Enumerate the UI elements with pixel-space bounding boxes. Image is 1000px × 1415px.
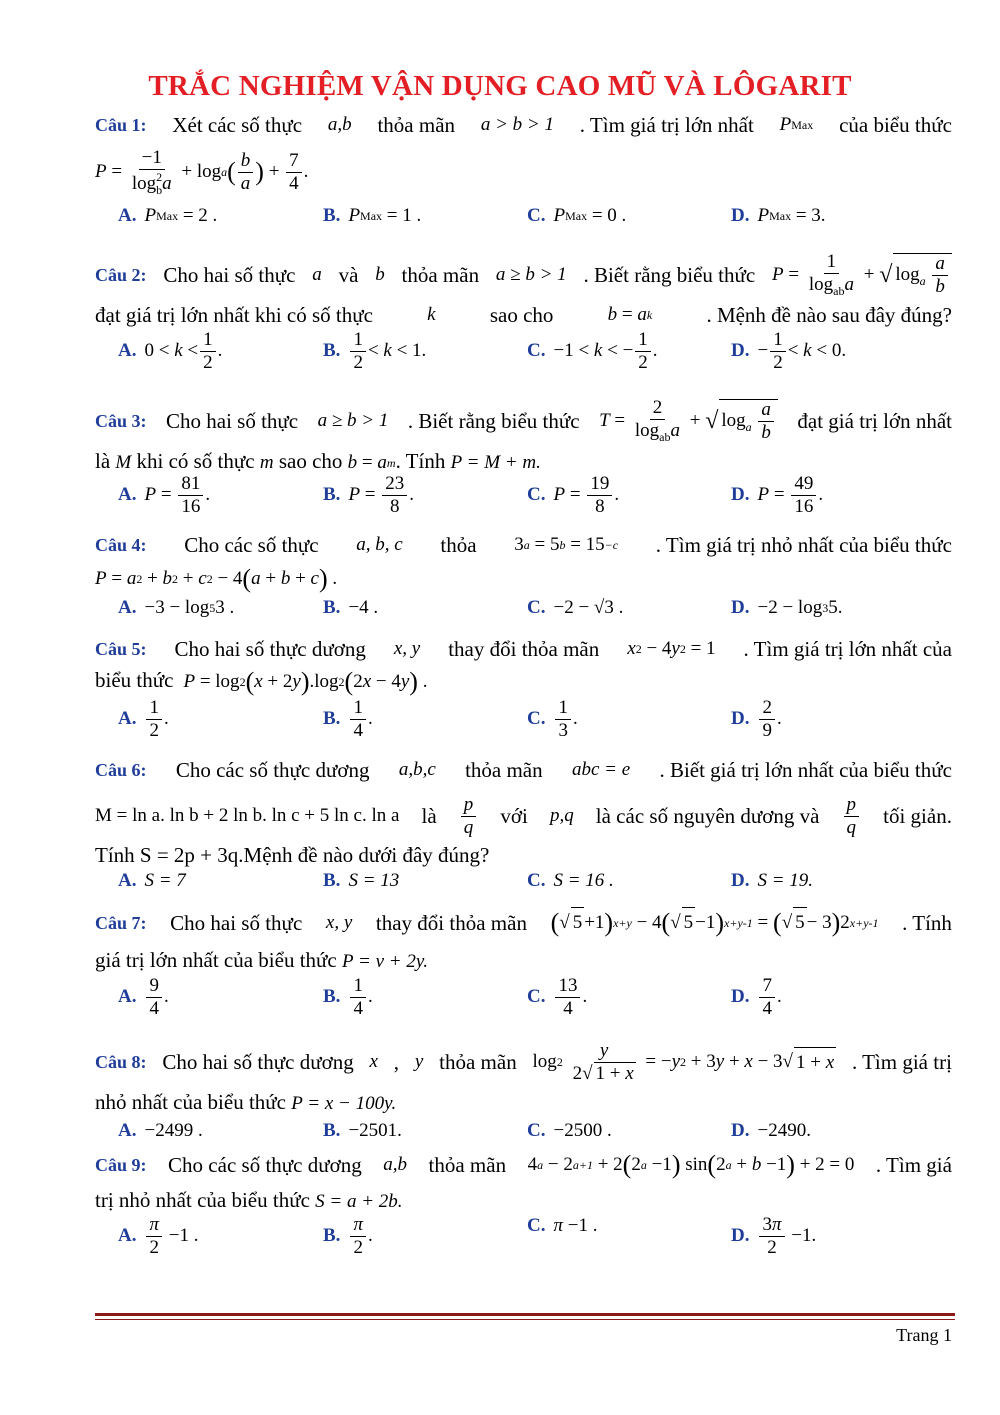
q9-option-a[interactable]: A. $\frac{\pi}{2}$ −1 . xyxy=(118,1214,199,1258)
q6-vars: p,q xyxy=(549,805,574,827)
q5-option-a[interactable]: A. $\frac{1}{2}$ . xyxy=(118,697,169,741)
q2-option-d[interactable]: D. − $\frac{1}{2}$ < k < 0. xyxy=(731,329,847,373)
q6-option-b[interactable]: B. S = 13 xyxy=(323,870,400,891)
question-9-label: Câu 9: xyxy=(95,1155,147,1175)
q2-text: sao cho xyxy=(489,303,554,327)
q3-expression: P = M + m. xyxy=(450,452,541,473)
q6-text: thỏa mãn xyxy=(465,758,543,782)
question-8-label: Câu 8: xyxy=(95,1052,147,1073)
q6-option-c[interactable]: C. S = 16 . xyxy=(527,870,614,891)
question-7-line-1 xyxy=(95,907,952,938)
q6-text: với xyxy=(500,804,528,829)
q8-condition: log 2 $\frac{y}{2√ 1 + x}$ = − y 2 + 3 y + x − 3√ 1 + x xyxy=(532,1040,835,1084)
question-6-line-2 xyxy=(95,795,952,838)
q1-condition: a > b > 1 xyxy=(480,114,554,135)
q1-text: . Tìm giá trị lớn nhất xyxy=(579,113,754,137)
q8-text: . Tìm giá trị xyxy=(851,1050,952,1075)
q1-option-a[interactable]: A. P Max = 2 . xyxy=(118,205,218,226)
q9-option-d[interactable]: D. $\frac{3\pi}{2}$ −1. xyxy=(731,1214,817,1258)
q3-text: . Tính xyxy=(395,449,446,473)
q6-text: . Biết giá trị lớn nhất của biểu thức xyxy=(659,758,952,782)
q7-text: giá trị lớn nhất của biểu thức xyxy=(95,948,337,972)
q4-option-d[interactable]: D. −2 − log 3 5. xyxy=(731,597,843,618)
question-3-line-2 xyxy=(95,446,952,478)
q6-text: Cho các số thực dương xyxy=(175,758,370,782)
q3-var: m xyxy=(259,452,274,473)
question-2-line-2 xyxy=(95,300,952,330)
q8-option-c[interactable]: C. −2500 . xyxy=(527,1120,612,1141)
q9-condition: 4 a − 2 a+1 + 2 ( 2 a −1 ) sin ( 2 a + b −1 ) + 2 = 0 xyxy=(527,1150,855,1179)
q5-text: biểu thức xyxy=(95,668,174,692)
question-2-label: Câu 2: xyxy=(95,264,147,285)
q5-option-c[interactable]: C. $\frac{1}{3}$ . xyxy=(527,697,578,741)
question-3-line-1 xyxy=(95,398,952,444)
q7-option-a[interactable]: A. $\frac{9}{4}$ . xyxy=(118,975,169,1019)
q6-formula: M = ln a. ln b + 2 ln b. ln c + 5 ln c. ln a xyxy=(95,805,400,827)
q1-text: của biểu thức xyxy=(839,113,952,137)
footer-rule-thin xyxy=(95,1319,955,1320)
q7-text: thay đổi thỏa mãn xyxy=(375,910,527,935)
q2-formula: P = $\frac{1}{\log_{ab}a}$ + √ $\log_a$ $\frac{a}{b}$ xyxy=(772,252,952,298)
q3-relation: b = a m xyxy=(347,452,396,473)
q9-option-c[interactable]: C. π −1 . xyxy=(527,1215,598,1236)
q2-condition: a ≥ b > 1 xyxy=(495,263,567,285)
question-3-label: Câu 3: xyxy=(95,410,147,431)
question-6-line-1 xyxy=(95,755,952,785)
q2-var: a xyxy=(312,263,322,285)
q8-option-a[interactable]: A. −2499 . xyxy=(118,1120,203,1141)
q8-expression: P = x − 100y. xyxy=(291,1093,397,1114)
q1-option-c[interactable]: C. P Max = 0 . xyxy=(527,205,627,226)
q7-option-c[interactable]: C. $\frac{13}{4}$ . xyxy=(527,975,588,1019)
q2-text: . Biết rằng biểu thức xyxy=(583,262,756,287)
q3-text: đạt giá trị lớn nhất xyxy=(797,408,952,433)
q5-vars: x, y xyxy=(393,638,421,659)
q3-option-d[interactable]: D. P = $\frac{49}{16}$ . xyxy=(731,473,824,517)
q5-option-d[interactable]: D. $\frac{2}{9}$ . xyxy=(731,697,782,741)
q6-condition: abc = e xyxy=(571,759,631,780)
q2-var: k xyxy=(427,304,436,325)
q4-condition: 3 a = 5 b = 15 −c xyxy=(514,534,619,555)
q8-text: thỏa mãn xyxy=(439,1050,517,1075)
q8-text: nhỏ nhất của biểu thức xyxy=(95,1090,286,1114)
q6-option-a[interactable]: A. S = 7 xyxy=(118,870,186,891)
question-2-line-1 xyxy=(95,252,952,298)
question-6-label: Câu 6: xyxy=(95,760,147,780)
question-8-line-1: Câu 8: Cho hai số thực dương x , y thỏa mãn log 2 $\frac{y}{2√ 1 + x}$ = − y 2 + 3 y + x − 3√ 1 + x . Tìm giá trị xyxy=(95,1040,952,1084)
question-1-line-1 xyxy=(95,110,952,140)
q9-vars: a,b xyxy=(383,1154,407,1175)
q3-text: . Biết rằng biểu thức xyxy=(407,408,580,433)
question-4-line-1 xyxy=(95,530,952,560)
q2-text: và xyxy=(338,262,359,287)
q2-text: đạt giá trị lớn nhất khi có số thực xyxy=(95,303,373,327)
q2-text: . Mệnh đề nào sau đây đúng? xyxy=(706,303,952,327)
q7-text: Cho hai số thực xyxy=(170,910,303,935)
q7-condition: ( √ 5 +1 ) x+y − 4 ( √ 5 −1 ) x+y-1 = ( √ 5 − 3 ) 2 x+y-1 xyxy=(550,907,879,937)
q9-option-b[interactable]: B. $\frac{\pi}{2}$ . xyxy=(323,1214,373,1258)
q1-pmax: P Max xyxy=(779,114,814,135)
q6-text: tối giản. xyxy=(883,804,952,829)
q3-text: khi có số thực xyxy=(136,449,255,473)
question-1-formula xyxy=(95,148,952,197)
q3-var: M xyxy=(115,452,132,473)
q3-text: là xyxy=(95,449,111,473)
q4-formula: P = a 2 + b 2 + c 2 − 4 ( a + b + c ) . xyxy=(95,564,338,593)
q2-text: thỏa mãn xyxy=(401,262,480,287)
page-title: TRẮC NGHIỆM VẬN DỤNG CAO MŨ VÀ LÔGARIT xyxy=(148,70,852,102)
q4-text: Cho các số thực xyxy=(184,533,319,557)
q6-frac-pq: $\frac{p}{q}$ xyxy=(459,795,479,838)
page-number: Trang 1 xyxy=(896,1325,952,1345)
q3-text: Cho hai số thực xyxy=(166,408,299,433)
q1-vars: a,b xyxy=(327,114,352,135)
q8-var: y xyxy=(414,1051,424,1073)
q5-text: Cho hai số thực dương xyxy=(174,637,366,661)
question-9-line-2 xyxy=(95,1185,952,1217)
q2-option-c[interactable]: C. −1 < k < − $\frac{1}{2}$ . xyxy=(527,329,658,373)
q2-relation: b = a k xyxy=(607,304,653,325)
q3-option-b[interactable]: B. P = $\frac{23}{8}$ . xyxy=(323,473,415,517)
q4-vars: a, b, c xyxy=(356,534,403,555)
q5-option-b[interactable]: B. $\frac{1}{4}$ . xyxy=(323,697,373,741)
question-7-line-2 xyxy=(95,945,952,977)
q6-option-d[interactable]: D. S = 19. xyxy=(731,870,814,891)
q3-formula: T = $\frac{2}{\log_{ab}a}$ + √ $\log_a$ $\frac{a}{b}$ xyxy=(599,398,778,444)
q9-expression: S = a + 2b. xyxy=(315,1191,403,1212)
q1-option-b[interactable]: B. P Max = 1 . xyxy=(323,205,422,226)
q4-text: thỏa xyxy=(440,533,477,557)
q8-var: x xyxy=(369,1051,378,1073)
q3-condition: a ≥ b > 1 xyxy=(317,409,389,431)
q7-vars: x, y xyxy=(325,911,353,933)
q3-text: sao cho xyxy=(278,449,343,473)
q3-option-c[interactable]: C. P = $\frac{19}{8}$ . xyxy=(527,473,620,517)
q1-text: Xét các số thực xyxy=(172,113,303,137)
q1-option-d[interactable]: D. P Max = 3. xyxy=(731,205,826,226)
question-5-line-1 xyxy=(95,634,952,664)
question-4-label: Câu 4: xyxy=(95,535,147,555)
question-5-line-2 xyxy=(95,665,952,697)
question-7-label: Câu 7: xyxy=(95,912,147,933)
q6-frac-pq: $\frac{p}{q}$ xyxy=(842,795,862,838)
q1-formula: P = $\frac{-1}{\log_b^2a}$ + log a ( $\frac{b}{a}$ ) + $\frac{7}{4}$ . xyxy=(95,147,309,197)
q9-text: trị nhỏ nhất của biểu thức xyxy=(95,1188,310,1212)
q5-condition: x 2 − 4 y 2 = 1 xyxy=(627,638,716,659)
q8-text: Cho hai số thực dương xyxy=(162,1050,354,1075)
q9-text: thỏa mãn xyxy=(428,1153,507,1177)
question-1-label: Câu 1: xyxy=(95,115,147,135)
q5-text: thay đổi thỏa mãn xyxy=(448,637,600,661)
q7-option-d[interactable]: D. $\frac{7}{4}$ . xyxy=(731,975,782,1019)
q2-option-a[interactable]: A. 0 < k < $\frac{1}{2}$ . xyxy=(118,329,223,373)
q4-option-b[interactable]: B. −4 . xyxy=(323,597,379,618)
q6-text: là xyxy=(421,804,437,829)
q2-text: Cho hai số thực xyxy=(163,262,296,287)
q6-vars: a,b,c xyxy=(398,759,436,780)
q5-formula: P = log 2 ( x + 2 y ) .log 2 ( 2 x − 4 y ) . xyxy=(183,667,428,696)
q4-option-a[interactable]: A. −3 − log 5 3 . xyxy=(118,597,235,618)
q7-option-b[interactable]: B. $\frac{1}{4}$ . xyxy=(323,975,373,1019)
q3-option-a[interactable]: A. P = $\frac{81}{16}$ . xyxy=(118,473,211,517)
q7-expression: P = ν + 2y. xyxy=(342,951,428,972)
q4-option-c[interactable]: C. −2 − √3 . xyxy=(527,597,624,618)
q2-option-b[interactable]: B. $\frac{1}{2}$ < k < 1. xyxy=(323,329,427,373)
question-9-line-1 xyxy=(95,1150,952,1180)
question-8-line-2 xyxy=(95,1087,952,1119)
q7-text: . Tính xyxy=(902,910,952,935)
q4-text: . Tìm giá trị nhỏ nhất của biểu thức xyxy=(655,533,952,557)
q1-text: thỏa mãn xyxy=(377,113,456,137)
q5-text: . Tìm giá trị lớn nhất của xyxy=(743,637,952,661)
question-4-formula xyxy=(95,562,952,594)
q8-option-b[interactable]: B. −2501. xyxy=(323,1120,402,1141)
q2-var: b xyxy=(375,263,385,285)
question-6-line-3: Tính S = 2p + 3q.Mệnh đề nào dưới đây đúng? xyxy=(95,843,490,867)
footer-rule xyxy=(95,1313,955,1316)
q6-text: là các số nguyên dương và xyxy=(595,804,820,829)
q8-option-d[interactable]: D. −2490. xyxy=(731,1120,811,1141)
q9-text: . Tìm giá xyxy=(875,1153,952,1177)
q9-text: Cho các số thực dương xyxy=(168,1153,362,1177)
question-5-label: Câu 5: xyxy=(95,639,147,659)
